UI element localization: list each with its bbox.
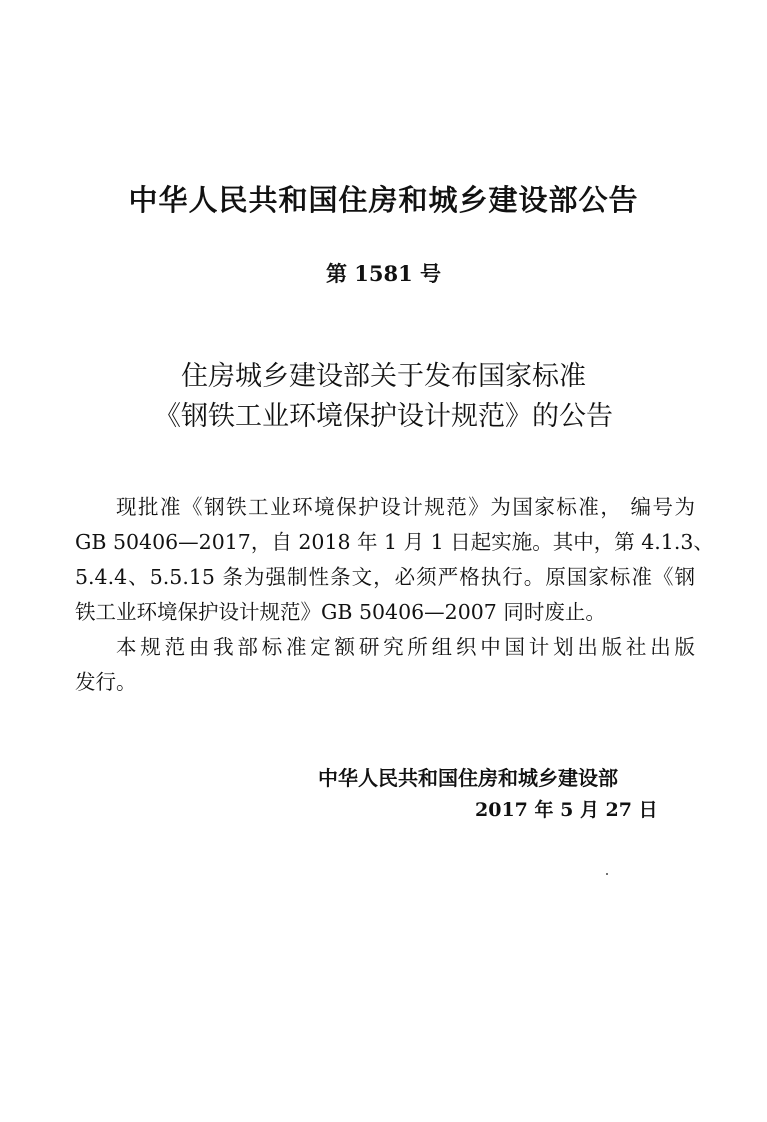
body-line: 本规范由我部标准定额研究所组织中国计划出版社出版 [116, 635, 695, 659]
subject-line: 《钢铁工业环境保护设计规范》的公告 [154, 401, 613, 432]
subject-line: 住房城乡建设部关于发布国家标准 [181, 361, 586, 392]
body-line: 现批准《钢铁工业环境保护设计规范》为国家标准， 编号为 [116, 495, 695, 519]
signature-date: 2017 年 5 月 27 日 [475, 799, 658, 821]
body-line: 铁工业环境保护设计规范》GB 50406—2007 同时废止。 [75, 600, 606, 624]
scan-speck [606, 873, 608, 875]
announcement-subject [0, 357, 767, 437]
body-line: GB 50406—2017，自 2018 年 1 月 1 日起实施。其中，第 4.1.3、 [75, 530, 714, 554]
issuer-heading: 中华人民共和国住房和城乡建设部公告 [128, 183, 639, 217]
announcement-number: 第 1581 号 [325, 261, 442, 286]
body-line: 发行。 [75, 670, 137, 694]
announcement-body [75, 490, 714, 700]
signature-issuer: 中华人民共和国住房和城乡建设部 [318, 766, 618, 790]
body-line: 5.4.4、5.5.15 条为强制性条文，必须严格执行。原国家标准《钢 [75, 565, 695, 589]
